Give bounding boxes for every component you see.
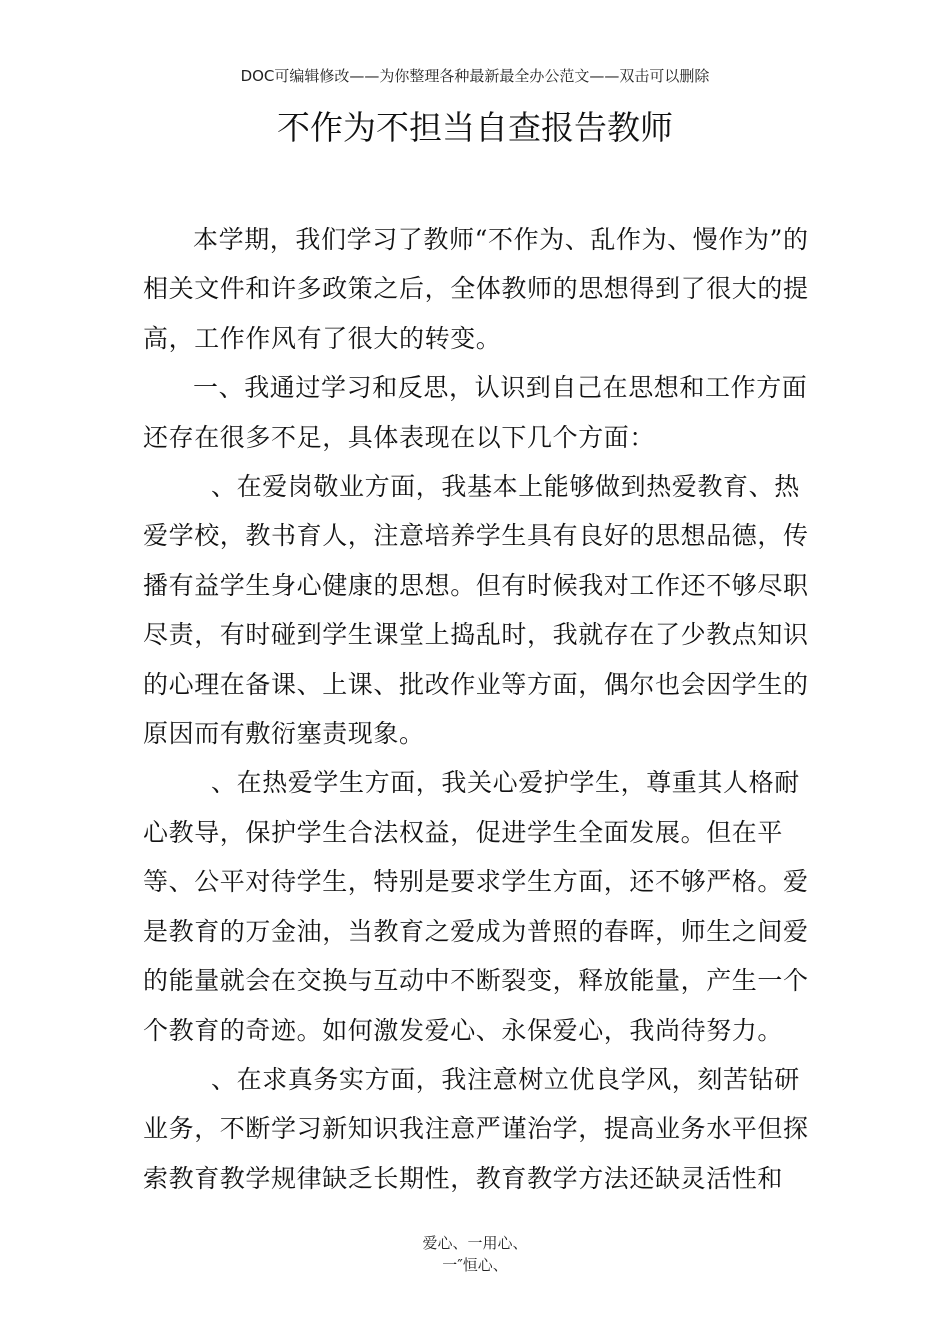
footer-note <box>0 1232 950 1276</box>
paragraph-dedication: 、在爱岗敬业方面，我基本上能够做到热爱教育、热爱学校，教书育人，注意培养学生具有良好的思想品德，传播有益学生身心健康的思想。但有时候我对工作还不够尽职尽责，有时碰到学生课堂上捣乱时，我就存在了少教点知识的心理在备课、上课、批改作业等方面，偶尔也会因学生的原因而有敷衍塞责现象。 <box>143 472 809 749</box>
footer-line-1: 爱心、一用心、 <box>422 1234 528 1252</box>
paragraph-caring-students: 、在热爱学生方面，我关心爱护学生，尊重其人格耐心教导，保护学生合法权益，促进学生全面发展。但在平等、公平对待学生，特别是要求学生方面，还不够严格。爱是教育的万金油，当教育之爱成为普照的春晖，师生之间爱的能量就会在交换与互动中不断裂变，释放能量，产生一个个教育的奇迹。如何激发爱心、永保爱心，我尚待努力。 <box>143 768 809 1045</box>
document-body <box>143 215 823 1203</box>
header-note: DOC可编辑修改——为你整理各种最新最全办公范文——双击可以删除 <box>240 67 710 85</box>
document-title: 不作为不担当自查报告教师 <box>277 108 673 147</box>
footer-line-2: 一″恒心、 <box>442 1256 508 1274</box>
paragraph-truth-seeking: 、在求真务实方面，我注意树立优良学风，刻苦钻研业务，不断学习新知识我注意严谨治学，提高业务水平但探索教育教学规律缺乏长期性，教育教学方法还缺灵活性和 <box>143 1064 809 1193</box>
paragraph-section-one: 一、我通过学习和反思，认识到自己在思想和工作方面还存在很多不足，具体表现在以下几个方面： <box>143 373 808 452</box>
paragraph-intro: 本学期，我们学习了教师“不作为、乱作为、慢作为”的相关文件和许多政策之后，全体教师的思想得到了很大的提高，工作作风有了很大的转变。 <box>143 225 809 353</box>
